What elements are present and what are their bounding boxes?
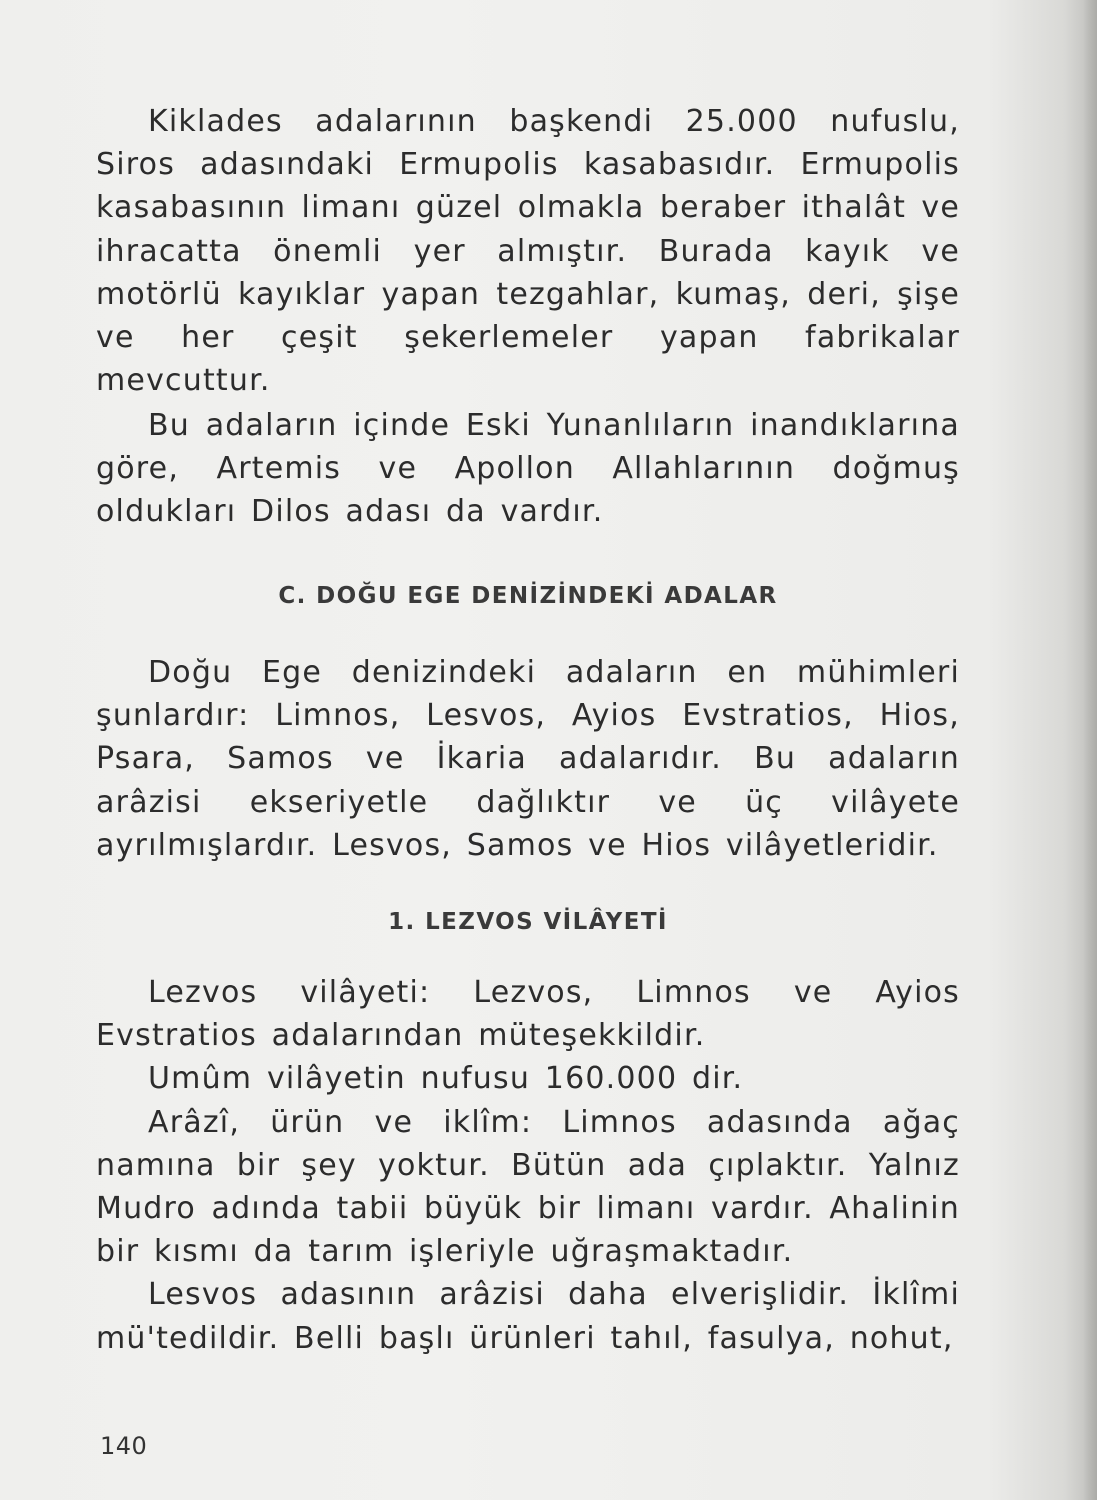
- east-aegean-section: [96, 651, 960, 867]
- paragraph-limnos-land: Arâzî, ürün ve iklîm: Limnos adasında ağaç namına bir şey yoktur. Bütün ada çıplaktır. Yalnız Mudro adında tabii büyük bir limanı vardır. Ahalinin bir kısmı da tarım işleriyle uğraşmaktadır.: [96, 1104, 960, 1270]
- section-heading-east-aegean: C. DOĞU EGE DENİZİNDEKİ ADALAR: [278, 583, 778, 609]
- paragraph-lezvos-population: Umûm vilâyetin nufusu 160.000 dir.: [148, 1061, 744, 1097]
- subheading-lezvos-province: 1. LEZVOS VİLÂYETİ: [388, 909, 668, 935]
- paragraph-lezvos-composition: Lezvos vilâyeti: Lezvos, Limnos ve Ayios Evstratios adalarından müteşekkildir.: [96, 975, 960, 1054]
- page-edge-shadow: [1083, 0, 1097, 1500]
- paragraph-east-aegean-islands: Doğu Ege denizindeki adaların en mühimleri şunlardır: Limnos, Lesvos, Ayios Evstratios, Hios, Psara, Samos ve İkaria adalarıdır. Bu adaların arâzisi ekseriyetle dağlıktır ve üç vilâyete ayrılmışlardır. Lesvos, Samos ve Hios vilâyetleridir.: [96, 655, 960, 863]
- paragraph-kiklades-capital: Kiklades adalarının başkendi 25.000 nufuslu, Siros adasındaki Ermupolis kasabasıdır. Ermupolis kasabasının limanı güzel olmakla beraber ithalât ve ihracatta önemli yer almıştır. Burada kayık ve motörlü kayıklar yapan tezgahlar, kumaş, deri, şişe ve her çeşit şekerlemeler yapan fabrikalar mevcuttur.: [96, 104, 960, 399]
- dilos-section: [96, 404, 960, 534]
- lezvos-section: [96, 971, 960, 1360]
- paragraph-lesvos-land: Lesvos adasının arâzisi daha elverişlidir. İklîmi mü'tedildir. Belli başlı ürünleri tahıl, fasulya, nohut,: [96, 1277, 960, 1356]
- paragraph-dilos: Bu adaların içinde Eski Yunanlıların inandıklarına göre, Artemis ve Apollon Allahlarının doğmuş oldukları Dilos adası da vardır.: [96, 408, 960, 530]
- intro-section: [96, 100, 960, 402]
- page-number: 140: [100, 1432, 148, 1460]
